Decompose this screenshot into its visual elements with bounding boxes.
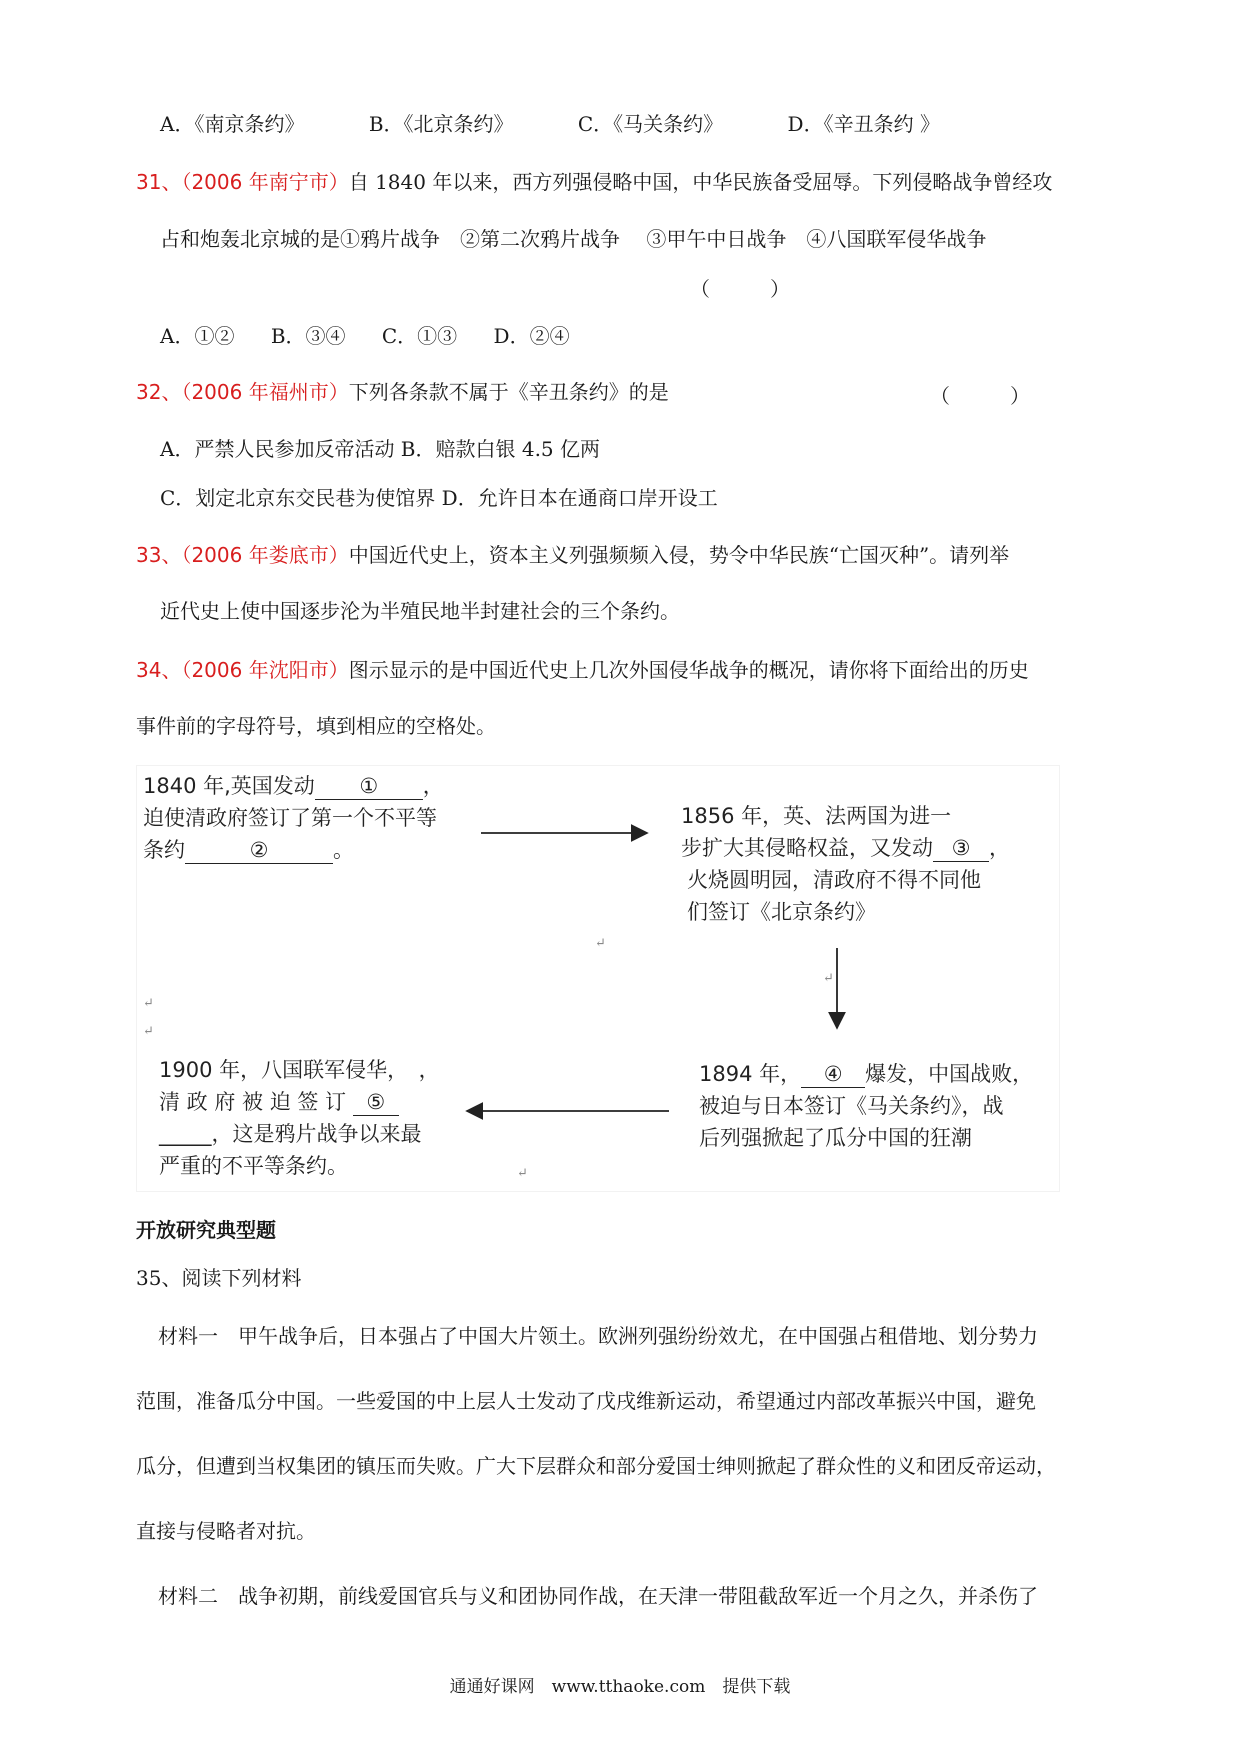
q30-option-d: D．《辛丑条约 》	[787, 112, 940, 136]
q32-source: （2006 年福州市）	[181, 380, 349, 404]
q32-stem: 下列各条款不属于《辛丑条约》的是	[348, 380, 669, 404]
q33-source: （2006 年娄底市）	[181, 543, 349, 567]
box1-text-a: 1840 年,英国发动	[143, 774, 315, 798]
box3-line1	[699, 1058, 1033, 1090]
paragraph-mark: ↵	[517, 1166, 528, 1181]
diagram-box-1856	[681, 800, 1010, 928]
q31-stem-line1: 自 1840 年以来，西方列强侵略中国，中华民族备受屈辱。下列侵略战争曾经攻	[348, 170, 1053, 194]
box3-text-a: 1894 年，	[699, 1062, 802, 1086]
box3-text-b: 爆发，中国战败，	[865, 1062, 1034, 1086]
q30-option-c: C．《马关条约》	[577, 112, 724, 136]
q33-number: 33、	[136, 543, 182, 567]
box2-line3: 火烧圆明园，清政府不得不同他	[687, 868, 981, 892]
q30-option-b: B．《北京条约》	[368, 112, 514, 136]
diagram-box-1840	[143, 770, 444, 866]
q32-answer-paren: （ ）	[930, 384, 1030, 408]
box3-line3: 后列强掀起了瓜分中国的狂潮	[699, 1126, 972, 1150]
q34-stem-line1: 图示显示的是中国近代史上几次外国侵华战争的概况，请你将下面给出的历史	[348, 658, 1029, 682]
q34-number: 34、	[136, 658, 182, 682]
q33-stem-line1: 中国近代史上，资本主义列强频频入侵，势令中华民族“亡国灭种”。请列举	[348, 543, 1010, 567]
q32-option-ab: A．严禁人民参加反帝活动 B．赔款白银 4.5 亿两	[160, 437, 601, 461]
section-heading: 开放研究典型题	[136, 1218, 276, 1242]
q31-option-c: C．①③	[381, 324, 458, 348]
q35-material1-line2: 范围，准备瓜分中国。一些爱国的中上层人士发动了戊戌维新运动，希望通过内部改革振兴中国，避免	[136, 1389, 1036, 1413]
paragraph-mark: ↵	[823, 971, 834, 986]
q31-option-d: D．②④	[493, 324, 570, 348]
q30-option-a: A．《南京条约》	[160, 112, 305, 136]
box1-line3	[143, 834, 444, 866]
q31-number: 31、	[136, 170, 182, 194]
box1-line2: 迫使清政府签订了第一个不平等	[143, 806, 437, 830]
war-timeline-diagram	[136, 765, 1060, 1192]
q34-source: （2006 年沈阳市）	[181, 658, 349, 682]
q30-options	[160, 110, 998, 138]
paragraph-mark: ↵	[143, 996, 154, 1011]
box4-text-a: 清 政 府 被 迫 签 订	[159, 1090, 347, 1114]
paragraph-mark: ↵	[143, 1024, 154, 1039]
page-footer: 通通好课网 www.tthaoke.com 提供下载	[449, 1677, 791, 1697]
q32-number: 32、	[136, 380, 182, 404]
box1-line1	[143, 770, 444, 802]
q34-line2: 事件前的字母符号，填到相应的空格处。	[136, 714, 496, 738]
diagram-box-1900	[159, 1054, 440, 1182]
q34-line1	[136, 656, 1029, 684]
q35-material1-line4: 直接与侵略者对抗。	[136, 1519, 316, 1543]
q35-material1-line1: 材料一 甲午战争后，日本强占了中国大片领土。欧洲列强纷纷效尤，在中国强占租借地、划分势力	[158, 1324, 1038, 1348]
box4-line4: 严重的不平等条约。	[159, 1154, 348, 1178]
paragraph-mark: ↵	[595, 936, 606, 951]
q31-source: （2006 年南宁市）	[181, 170, 349, 194]
blank-2: ②	[185, 837, 333, 864]
box4-line3: _____，这是鸦片战争以来最	[159, 1122, 422, 1146]
box3-line2: 被迫与日本签订《马关条约》，战	[699, 1094, 1004, 1118]
blank-5: ⑤	[353, 1089, 399, 1116]
q35-material1-line3: 瓜分，但遭到当权集团的镇压而失败。广大下层群众和部分爱国士绅则掀起了群众性的义和团反帝运动，	[136, 1454, 1056, 1478]
blank-3: ③	[933, 835, 989, 862]
box2-line4: 们签订《北京条约》	[687, 900, 876, 924]
q31-option-a: A．①②	[160, 324, 235, 348]
q31-answer-paren: （ ）	[690, 277, 790, 301]
q31-options	[160, 322, 600, 350]
box1-text-c: 条约	[143, 838, 185, 862]
box1-text-d: 。	[333, 838, 354, 862]
box2-line1: 1856 年，英、法两国为进一	[681, 804, 952, 828]
q31-option-b: B．③④	[270, 324, 346, 348]
q31-line1	[136, 168, 1052, 196]
box1-text-b: ，	[422, 774, 444, 798]
q31-line2: 占和炮轰北京城的是①鸦片战争 ②第二次鸦片战争 ③甲午中日战争 ④八国联军侵华战争	[160, 227, 987, 251]
box2-line2	[681, 832, 1010, 864]
q35-stem: 35、阅读下列材料	[136, 1266, 302, 1290]
box4-line1: 1900 年，八国联军侵华， ，	[159, 1058, 440, 1082]
blank-1: ①	[315, 773, 423, 800]
box2-text-a: 步扩大其侵略权益，又发动	[681, 836, 933, 860]
box4-line2	[159, 1086, 440, 1118]
diagram-box-1894	[699, 1058, 1033, 1154]
q33-line1	[136, 541, 1009, 569]
q32-option-cd: C．划定北京东交民巷为使馆界 D．允许日本在通商口岸开设工	[160, 486, 718, 510]
blank-4: ④	[801, 1061, 865, 1088]
q35-material2-line1: 材料二 战争初期，前线爱国官兵与义和团协同作战，在天津一带阻截敌军近一个月之久，并杀伤了	[158, 1584, 1038, 1608]
q32-line1	[136, 378, 669, 406]
q33-line2: 近代史上使中国逐步沦为半殖民地半封建社会的三个条约。	[160, 599, 680, 623]
box2-text-b: ，	[989, 836, 1010, 860]
